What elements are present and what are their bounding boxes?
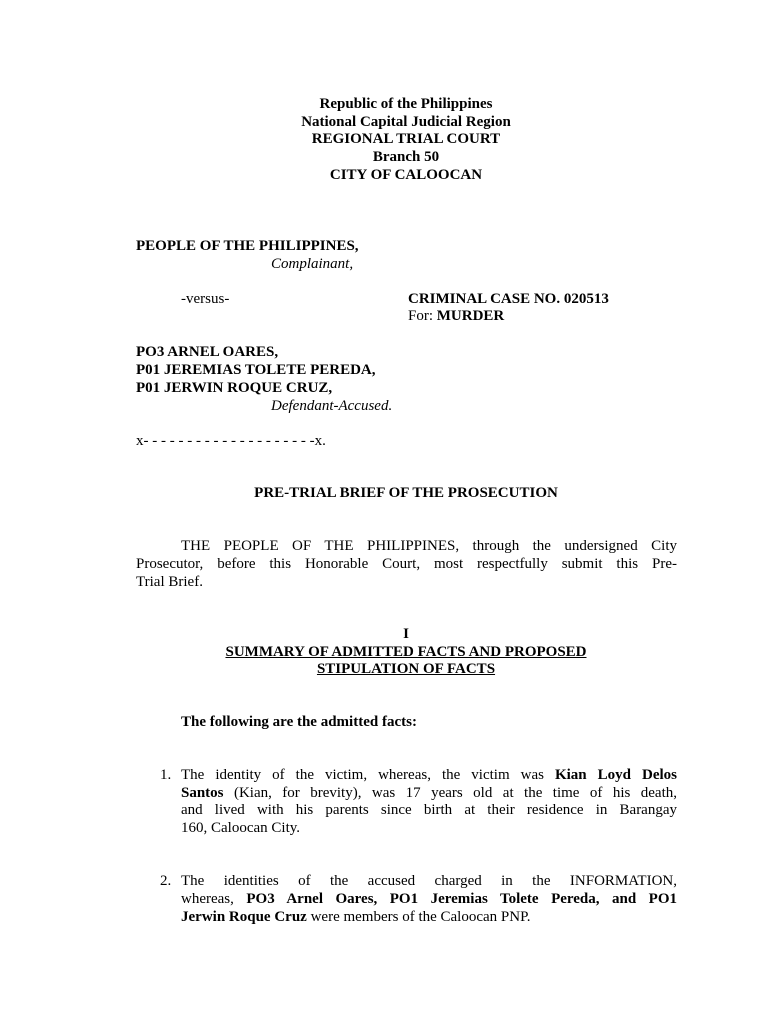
fact-2-line-1: The identities of the accused charged in the INFORMATION, [181, 873, 677, 889]
versus-label: -versus- [181, 291, 230, 307]
defendant-3: P01 JERWIN ROQUE CRUZ, [136, 380, 333, 396]
intro-line-3: Trial Brief. [136, 574, 203, 590]
admitted-facts-lead: The following are the admitted facts: [181, 714, 417, 730]
fact-1-line-4: 160, Caloocan City. [181, 820, 301, 836]
charge-value: MURDER [436, 308, 505, 324]
plaintiff-role: Complainant, [271, 256, 354, 272]
fact-2-text-2: were members of the Caloocan PNP. [306, 909, 531, 925]
fact-1-text-2: (Kian, for brevity), was 17 years old at the time of his death, [223, 785, 677, 801]
fact-1-victim-surname: Santos [181, 785, 224, 801]
header-republic: Republic of the Philippines [319, 96, 493, 112]
intro-line-1: THE PEOPLE OF THE PHILIPPINES, through the undersigned City [181, 538, 677, 554]
intro-line-2: Prosecutor, before this Honorable Court, most respectfully submit this Pre- [136, 556, 677, 572]
case-number: CRIMINAL CASE NO. 020513 [408, 291, 609, 307]
header-court: REGIONAL TRIAL COURT [311, 131, 501, 147]
case-charge [408, 307, 504, 325]
fact-1-line-1 [181, 766, 677, 784]
fact-2-accused-name-3: Jerwin Roque Cruz [181, 909, 307, 925]
fact-1-number: 1. [160, 767, 172, 783]
plaintiff-name: PEOPLE OF THE PHILIPPINES, [136, 238, 359, 254]
charge-label: For: [408, 308, 434, 324]
fact-1-line-2 [181, 784, 677, 802]
fact-2-line-3 [181, 908, 531, 926]
defendant-1: PO3 ARNEL OARES, [136, 344, 279, 360]
document-title: PRE-TRIAL BRIEF OF THE PROSECUTION [254, 485, 558, 501]
fact-2-number: 2. [160, 873, 172, 889]
defendant-2: P01 JEREMIAS TOLETE PEREDA, [136, 362, 376, 378]
fact-2-text: whereas, [181, 891, 247, 907]
section-heading-line-1: SUMMARY OF ADMITTED FACTS AND PROPOSED [225, 644, 587, 660]
fact-2-accused-names: PO3 Arnel Oares, PO1 Jeremias Tolete Pereda, and PO1 [246, 891, 677, 907]
header-branch: Branch 50 [372, 149, 440, 165]
section-heading-line-2: STIPULATION OF FACTS [316, 661, 496, 677]
fact-1-text: The identity of the victim, whereas, the victim was [181, 767, 555, 783]
defendant-role: Defendant-Accused. [271, 398, 393, 414]
fact-1-victim-name: Kian Loyd Delos [554, 767, 677, 783]
fact-2-line-2 [181, 890, 677, 908]
caption-separator: x- - - - - - - - - - - - - - - - - - - -x. [136, 433, 326, 449]
header-city: CITY OF CALOOCAN [329, 167, 483, 183]
fact-1-line-3: and lived with his parents since birth at their residence in Barangay [181, 802, 677, 818]
section-numeral: I [403, 626, 409, 642]
header-region: National Capital Judicial Region [301, 114, 511, 130]
